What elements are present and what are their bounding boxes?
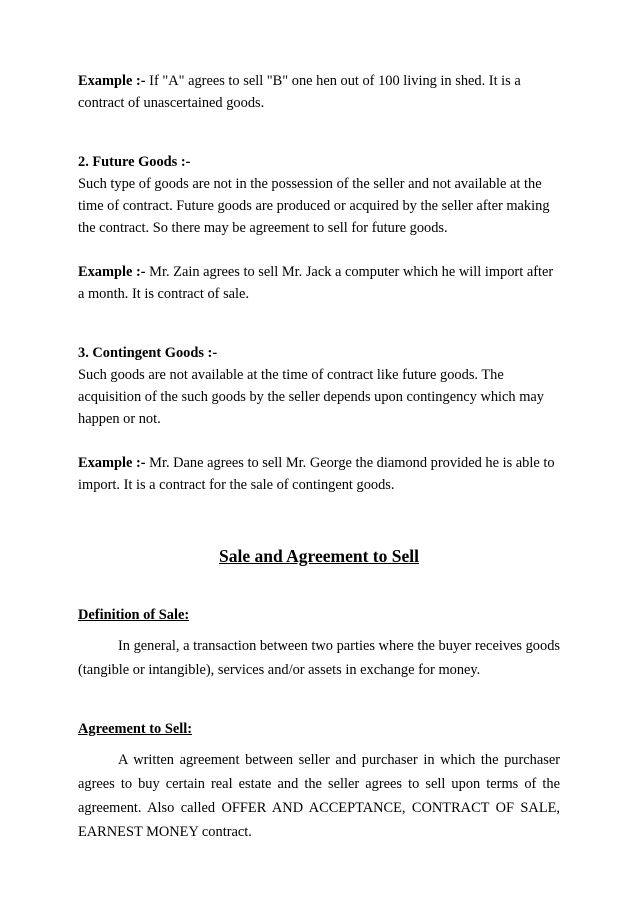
- example-unascertained: [78, 70, 560, 114]
- example-label: Example :-: [78, 264, 146, 280]
- document-page: [78, 70, 560, 844]
- example-contingent-goods: [78, 452, 560, 496]
- example-text: Mr. Dane agrees to sell Mr. George the diamond provided he is able to import. It is a contract for the sale of contingent goods.: [78, 455, 555, 493]
- example-label: Example :-: [78, 73, 146, 89]
- future-goods-text: Such type of goods are not in the possession of the seller and not available at the time of contract. Future goods are produced or acquired by the seller after making the contract. So there may be agreement to sell for future goods.: [78, 176, 550, 236]
- agreement-to-sell-text: A written agreement between seller and purchaser in which the purchaser agrees to buy certain real estate and the seller agrees to sell upon terms of the agreement. Also called OFFER AND ACCEPTANCE, CONTRACT OF SALE, EARNEST MONEY contract.: [78, 752, 560, 840]
- future-goods-heading: 2. Future Goods :-: [78, 154, 191, 170]
- example-text: If "A" agrees to sell "B" one hen out of 100 living in shed. It is a contract of unascertained goods.: [78, 73, 521, 111]
- definition-of-sale-heading: Definition of Sale:: [78, 607, 190, 623]
- section-title: Sale and Agreement to Sell: [219, 546, 419, 566]
- agreement-to-sell-heading: Agreement to Sell:: [78, 721, 193, 737]
- contingent-goods-heading: 3. Contingent Goods :-: [78, 345, 218, 361]
- example-text: Mr. Zain agrees to sell Mr. Jack a computer which he will import after a month. It is contract of sale.: [78, 264, 554, 302]
- example-future-goods: [78, 261, 560, 305]
- contingent-goods-text: Such goods are not available at the time of contract like future goods. The acquisition of the such goods by the seller depends upon contingency which may happen or not.: [78, 367, 544, 427]
- example-label: Example :-: [78, 455, 146, 471]
- definition-of-sale-text: In general, a transaction between two parties where the buyer receives goods (tangible or intangible), services and/or assets in exchange for money.: [78, 638, 560, 678]
